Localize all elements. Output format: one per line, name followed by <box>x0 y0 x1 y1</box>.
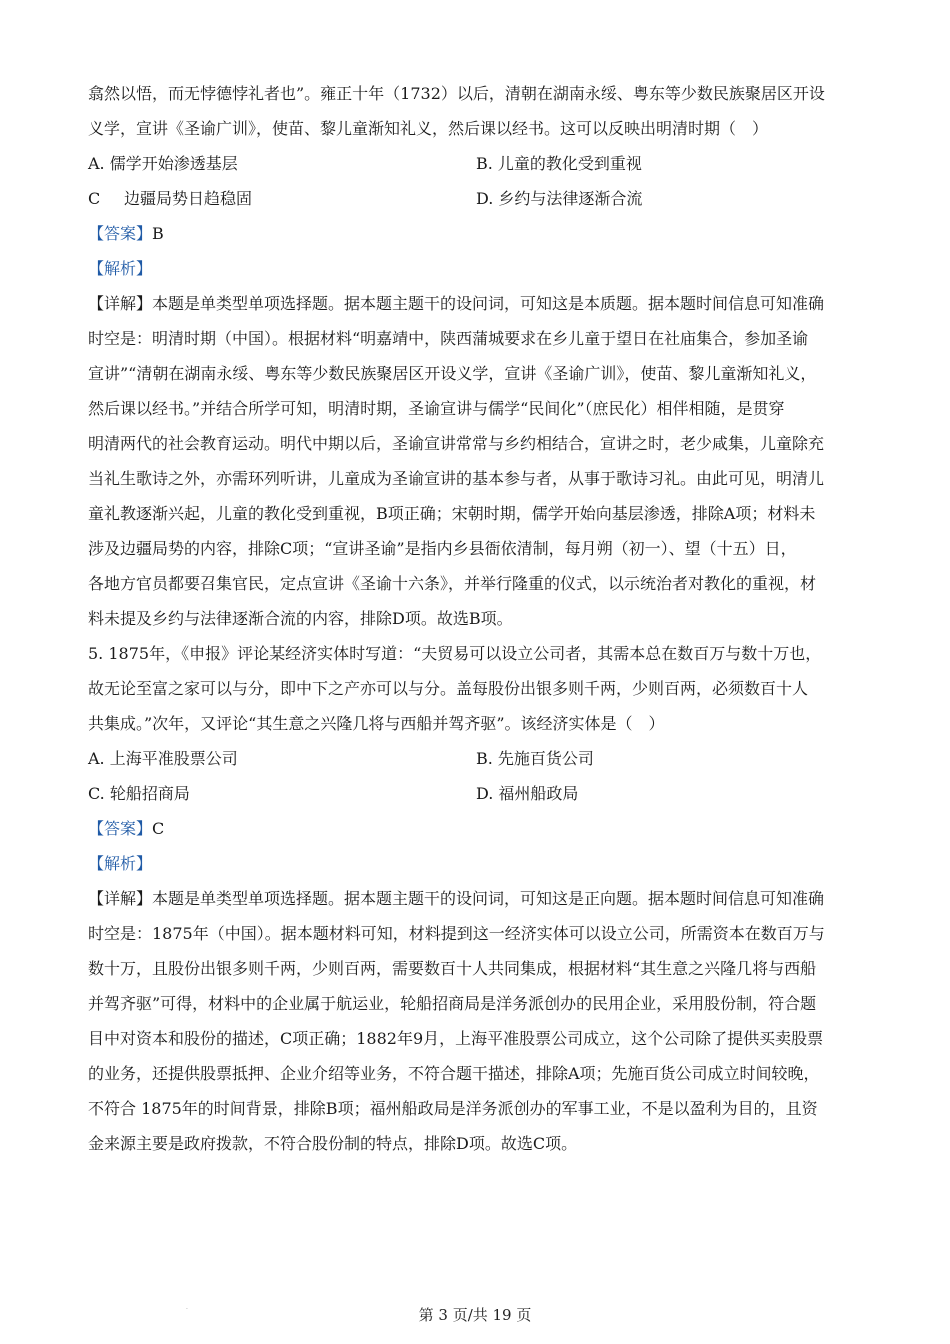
q5-option-a: A. 上海平准股票公司 <box>88 749 238 768</box>
q5-stem-line-2: 故无论至富之家可以与分，即中下之产亦可以与分。盖每股份出银多则千两，少则百两，必须数百十人 <box>88 679 809 698</box>
q4-option-b: B. 儿童的教化受到重视 <box>476 154 642 173</box>
q4-stem-line-2: 义学，宣讲《圣谕广训》，使苗、黎儿童渐知礼义，然后课以经书。这可以反映出明清时期（ ） <box>88 119 769 138</box>
q5-detail-line-4: 并驾齐驱”可得，材料中的企业属于航运业，轮船招商局是洋务派创办的民用企业，采用股份制，符合题 <box>88 994 817 1013</box>
q5-option-d: D. 福州船政局 <box>476 784 579 803</box>
q5-detail-line-7: 不符合 1875年的时间背景，排除B项；福州船政局是洋务派创办的军事工业，不是以盈利为目的，且资 <box>88 1099 818 1118</box>
q5-analysis-heading: 【解析】 <box>88 854 153 873</box>
q5-detail-line-8: 金来源主要是政府拨款，不符合股份制的特点，排除D项。故选C项。 <box>88 1134 578 1153</box>
q4-detail-line-10: 料未提及乡约与法律逐渐合流的内容，排除D项。故选B项。 <box>88 609 513 628</box>
q5-answer <box>88 811 870 846</box>
q4-detail-line-8: 涉及边疆局势的内容，排除C项；“宣讲圣谕”是指内乡县衙依清制，每月朔（初一）、望（十五）日， <box>88 539 797 558</box>
q4-options-row-2 <box>88 181 870 216</box>
document-body <box>88 76 870 1161</box>
q5-detail-line-2: 时空是：1875年（中国）。据本题材料可知，材料提到这一经济实体可以设立公司，所需资本在数百万与 <box>88 924 825 943</box>
q5-detail-line-1: 【详解】本题是单类型单项选择题。据本题主题干的设问词，可知这是正向题。据本题时间信息可知准确 <box>88 889 825 908</box>
footer-dot: · <box>186 1306 188 1313</box>
q4-answer-tag: 【答案】 <box>88 224 153 243</box>
q4-detail-line-9: 各地方官员都要召集官民，定点宣讲《圣谕十六条》，并举行隆重的仪式，以示统治者对教化的重视，材 <box>88 574 817 593</box>
q4-option-c <box>88 181 476 216</box>
q4-option-d: D. 乡约与法律逐渐合流 <box>476 189 643 208</box>
q5-detail-line-6: 的业务，还提供股票抵押、企业介绍等业务，不符合题干描述，排除A项；先施百货公司成立时间较晚， <box>88 1064 820 1083</box>
q4-detail-line-4: 然后课以经书。”并结合所学可知，明清时期，圣谕宣讲与儒学“民间化”（庶民化）相伴相随，是贯穿 <box>88 399 785 418</box>
q4-detail-line-7: 童礼教逐渐兴起，儿童的教化受到重视，B项正确；宋朝时期，儒学开始向基层渗透，排除A项；材料未 <box>88 504 816 523</box>
q4-detail-line-1: 【详解】本题是单类型单项选择题。据本题主题干的设问词，可知这是本质题。据本题时间信息可知准确 <box>88 294 825 313</box>
q5-detail-line-5: 目中对资本和股份的描述，C项正确；1882年9月，上海平准股票公司成立，这个公司除了提供买卖股票 <box>88 1029 824 1048</box>
q5-options-row-2 <box>88 776 870 811</box>
q4-option-c-text: 边疆局势日趋稳固 <box>124 189 253 208</box>
q5-detail-line-3: 数十万，且股份出银多则千两，少则百两，需要数百十人共同集成，根据材料“其生意之兴隆几将与西船 <box>88 959 817 978</box>
q4-stem-line-1: 翕然以悟，而无悖德悖礼者也”。雍正十年（1732）以后，清朝在湖南永绥、粤东等少数民族聚居区开设 <box>88 84 825 103</box>
q4-detail-line-3: 宣讲”“清朝在湖南永绥、粤东等少数民族聚居区开设义学，宣讲《圣谕广训》，使苗、黎儿童渐知礼义， <box>88 364 817 383</box>
q4-detail-line-2: 时空是：明清时期（中国）。根据材料“明嘉靖中，陕西蒲城要求在乡儿童于望日在社庙集合，参加圣谕 <box>88 329 809 348</box>
q5-option-c: C. 轮船招商局 <box>88 784 190 803</box>
q4-option-a: A. 儒学开始渗透基层 <box>88 154 238 173</box>
q4-answer <box>88 216 870 251</box>
q4-options-row-1 <box>88 146 870 181</box>
q5-options-row-1 <box>88 741 870 776</box>
q5-stem-line-1: 5. 1875年，《申报》评论某经济实体时写道：“夫贸易可以设立公司者，其需本总在数百万与数十万也， <box>88 644 822 663</box>
q5-answer-value: C <box>152 819 165 838</box>
page-number: 第 3 页/共 19 页 <box>418 1306 532 1324</box>
q4-analysis-heading: 【解析】 <box>88 259 153 278</box>
q4-detail-line-5: 明清两代的社会教育运动。明代中期以后，圣谕宣讲常常与乡约相结合，宣讲之时，老少咸集，儿童除充 <box>88 434 825 453</box>
q4-answer-value: B <box>152 224 164 243</box>
q5-answer-tag: 【答案】 <box>88 819 153 838</box>
q4-option-c-letter: C <box>88 189 101 208</box>
q5-stem-line-3: 共集成。”次年，又评论“其生意之兴隆几将与西船并驾齐驱”。该经济实体是（ ） <box>88 714 665 733</box>
q5-option-b: B. 先施百货公司 <box>476 749 594 768</box>
q4-detail-line-6: 当礼生歌诗之外，亦需环列听讲，儿童成为圣谕宣讲的基本参与者，从事于歌诗习礼。由此可见，明清儿 <box>88 469 825 488</box>
